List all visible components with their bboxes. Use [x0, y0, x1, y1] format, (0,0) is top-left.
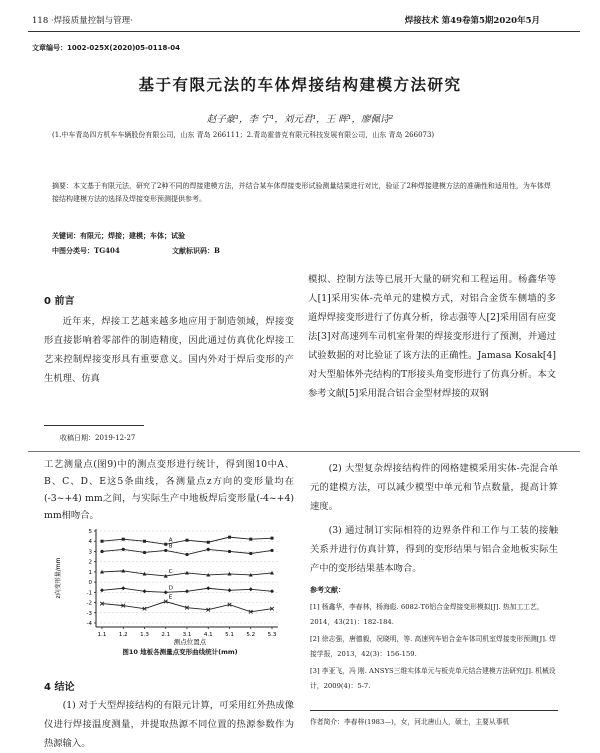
series-line-E — [102, 602, 272, 612]
series-label: D — [168, 585, 173, 592]
page-title: 基于有限元法的车体焊接结构建模方法研究 — [138, 76, 462, 94]
data-point — [185, 589, 189, 593]
footnote-rule — [44, 425, 144, 426]
x-tick-label: 5.3 — [267, 632, 277, 638]
conclusion-item-1: (1) 对于大型焊接结构的有限元计算，可采用红外热成像仪进行焊接温度测量，并提取热源不同位置的热源参数作为热源输入。 — [44, 700, 294, 749]
y-tick-label: 1 — [88, 569, 92, 576]
x-tick-label: 1.1 — [97, 632, 107, 638]
data-point — [143, 540, 146, 543]
chart-series — [100, 536, 274, 614]
conclusion-heading: 4 结论 — [44, 682, 75, 693]
data-point — [185, 553, 188, 556]
data-point — [207, 541, 210, 544]
data-point — [100, 588, 104, 592]
author-note: 作者简介：李春梓(1983—)，女，河北唐山人，硕士，主要从事机 — [310, 718, 510, 726]
data-point — [164, 543, 167, 546]
y-tick-label: 3 — [88, 549, 92, 556]
data-point — [270, 549, 273, 552]
running-header-right: 焊接技术 第49卷第5期2020年5月 — [404, 16, 540, 26]
reference-item: [1] 杨鑫华，李春林，杨海彪. 6082-T6铝合金焊接变形模拟[J]. 热加工工艺，2014，43(21)：182-184. — [310, 603, 544, 626]
references-heading: 参考文献： — [310, 586, 345, 594]
data-point — [164, 549, 167, 552]
y-tick-label: -1 — [86, 590, 92, 597]
y-tick-label: 5 — [88, 529, 92, 535]
abstract: 摘要：本文基于有限元法，研究了2种不同的焊接建模方法，并结合某车体焊接变形试验测量结果进行对比，验证了2种焊接建模方法的准确性和适用性，为车体焊接结构建模方法的选择及焊接变形预测提供参考。 — [52, 182, 551, 203]
data-point — [164, 590, 168, 594]
x-tick-label: 1.3 — [140, 632, 149, 638]
data-point — [249, 552, 252, 555]
y-tick-label: 4 — [88, 539, 92, 546]
x-tick-label: 2.1 — [161, 632, 171, 638]
author-note-rule — [310, 710, 558, 711]
data-point — [228, 550, 231, 553]
keywords: 关键词：有限元；焊接；建模；车体；试验 — [52, 231, 185, 240]
received-date: 收稿日期：2019-12-27 — [60, 434, 136, 442]
data-point — [101, 540, 104, 543]
data-point — [271, 537, 274, 540]
series-label: A — [168, 537, 173, 544]
series-label: C — [168, 568, 173, 575]
intro-paragraph: 近年来，焊接工艺越来越多地应用于制造领域，焊接变形直接影响着零部件的制造精度，因此通过仿真优化焊接工艺来控制焊接变形具有重要意义。国内外对于焊后变形的产生机理、仿真 — [44, 316, 294, 384]
series-label: E — [168, 594, 173, 601]
y-tick-label: -2 — [86, 600, 92, 607]
conclusion-item-3: (3) 通过制订实际相符的边界条件和工作与工装的接触关系并进行仿真计算，得到的变形结果与铝合金地板实际生产中的变形结果基本吻合。 — [310, 525, 558, 574]
y-tick-label: -3 — [86, 610, 92, 617]
data-point — [143, 589, 147, 593]
x-tick-label: 5.2 — [246, 632, 256, 638]
conclusion-item-2: (2) 大型复杂焊接结构件的网格建模采用实体-壳混合单元的建模方法，可以减少模型中单元和节点数量，提高计算速度。 — [310, 463, 558, 512]
deformation-chart — [50, 523, 300, 645]
y-tick-label: 0 — [88, 580, 92, 587]
author-line: 赵子豪¹，李 宁¹，刘元君¹，王 晖¹，廖佩诗² — [206, 114, 394, 125]
data-point — [122, 548, 125, 551]
data-point — [249, 538, 252, 541]
data-point — [270, 589, 274, 593]
article-id: 文章编号：1002-025X(2020)05-0118-04 — [32, 44, 181, 52]
data-point — [100, 550, 103, 553]
x-tick-label: 1.2 — [118, 632, 128, 638]
data-point — [122, 538, 125, 541]
header-rule — [28, 31, 580, 32]
right-column-paragraph: 模拟、控制方法等已展开大量的研究和工程运用。杨鑫华等人[1]采用实体-壳单元的建模方式，对铝合金货车侧墙的多道焊焊接变形进行了仿真分析，徐志强等人[2]采用固有应变法[3]对高速列车司机室骨架的焊接变形进行了预测，并通过试验数据的对比验证了该方法的正确性。Jamasa Kosak[4]对大型船体外壳结构的T形接头角变形进行了仿真分析。本文参考文献[5]采用混合铝合金型材焊接的双钢 — [308, 274, 556, 399]
reference-item: [3] 李亚飞，冯 刚. ANSYS三维实体单元与板壳单元结合建模方法研究[J]. 机械设计，2009(4)：5-7. — [310, 667, 556, 690]
reference-item: [2] 徐志强，唐德毅，况晓明，等. 高速列车铝合金车体司机室焊接变形预测[J]. 焊接学报，2013，42(3)：156-159. — [310, 635, 556, 658]
section-divider — [28, 451, 580, 452]
y-tick-label: -4 — [86, 621, 92, 627]
x-tick-label: 4.1 — [203, 632, 213, 638]
x-tick-label: 3.1 — [182, 632, 192, 638]
x-tick-label: 5.1 — [225, 632, 234, 638]
intro-heading: 0 前言 — [44, 296, 75, 307]
running-header-left: 118 ·焊接质量控制与管理· — [32, 16, 133, 26]
y-tick-label: 2 — [88, 559, 92, 566]
x-axis-title: 测点位置点 — [173, 638, 207, 646]
data-point — [249, 587, 253, 591]
data-point — [228, 588, 232, 592]
reference-list — [310, 600, 558, 694]
data-point — [143, 551, 146, 554]
data-point — [228, 536, 231, 539]
series-label: B — [168, 543, 173, 550]
doc-code: 文献标识码：B — [172, 246, 220, 255]
class-number: 中图分类号：TG404 — [52, 246, 120, 255]
data-point — [206, 586, 210, 590]
results-paragraph: 工艺测量点(图9)中的测点变形进行统计，得到图10中A、B、C、D、E这5条曲线，各测量点z方向的变形量均在(-3~+4) mm之间，与实际生产中地板焊后变形量(-4~+4) mm相吻合。 — [44, 459, 294, 521]
affiliation: (1.中车青岛四方机车车辆股份有限公司，山东 青岛 266111；2.青岛霍普克有限元科技发展有限公司，山东 青岛 266073) — [52, 131, 435, 139]
figure-caption: 图10 地板各测量点变形曲线统计(mm) — [122, 648, 238, 656]
data-point — [186, 539, 189, 542]
chart-grid — [87, 529, 278, 638]
data-point — [121, 586, 125, 590]
y-axis-title: z向变形量/mm — [55, 557, 62, 599]
data-point — [207, 548, 210, 551]
